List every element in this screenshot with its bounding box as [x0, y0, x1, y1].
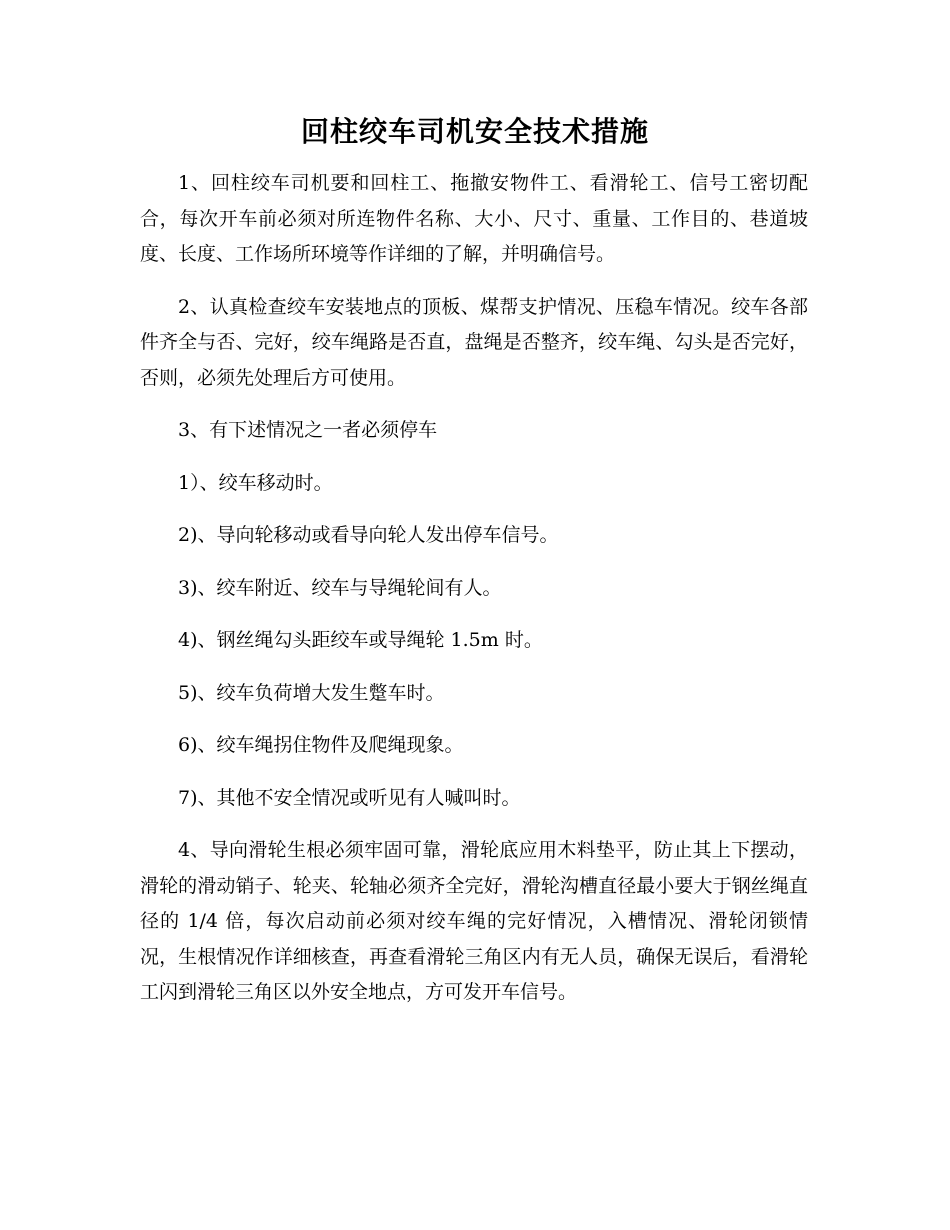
paragraph: 3、有下述情况之一者必须停车 — [178, 419, 438, 441]
list-item: 7)、其他不安全情况或听见有人喊叫时。 — [178, 786, 521, 809]
paragraph: 1、回柱绞车司机要和回柱工、拖撤安物件工、看滑轮工、信号工密切配合，每次开车前必须对所连物件名称、大小、尺寸、重量、工作目的、巷道坡度、长度、工作场所环境等作详细的了解，并明确信号。 — [140, 172, 808, 265]
list-item: 3)、绞车附近、绞车与导绳轮间有人。 — [178, 576, 502, 599]
list-item: 1）、绞车移动时。 — [178, 471, 333, 494]
paragraph: 4、导向滑轮生根必须牢固可靠，滑轮底应用木料垫平，防止其上下摆动，滑轮的滑动销子、轮夹、轮轴必须齐全完好，滑轮沟槽直径最小要大于钢丝绳直径的 1/4 倍，每次启动前必须对绞车绳的完好情况，入槽情况、滑轮闭锁情况，生根情况作详细核查，再查看滑轮三角区内有无人员，确保无误后，看滑轮工闪到滑轮三角区以外安全地点，方可发开车信号。 — [140, 839, 808, 1003]
list-item: 4)、钢丝绳勾头距绞车或导绳轮 1.5m 时。 — [178, 629, 543, 651]
list-item: 2)、导向轮移动或看导向轮人发出停车信号。 — [178, 524, 559, 546]
list-item: 6)、绞车绳拐住物件及爬绳现象。 — [178, 734, 464, 756]
list-item: 5)、绞车负荷增大发生蹩车时。 — [178, 681, 445, 704]
document-body — [140, 166, 808, 1028]
paragraph: 2、认真检查绞车安装地点的顶板、煤帮支护情况、压稳车情况。绞车各部件齐全与否、完好，绞车绳路是否直，盘绳是否整齐，绞车绳、勾头是否完好，否则，必须先处理后方可使用。 — [140, 295, 808, 389]
document-title: 回柱绞车司机安全技术措施 — [300, 115, 649, 148]
